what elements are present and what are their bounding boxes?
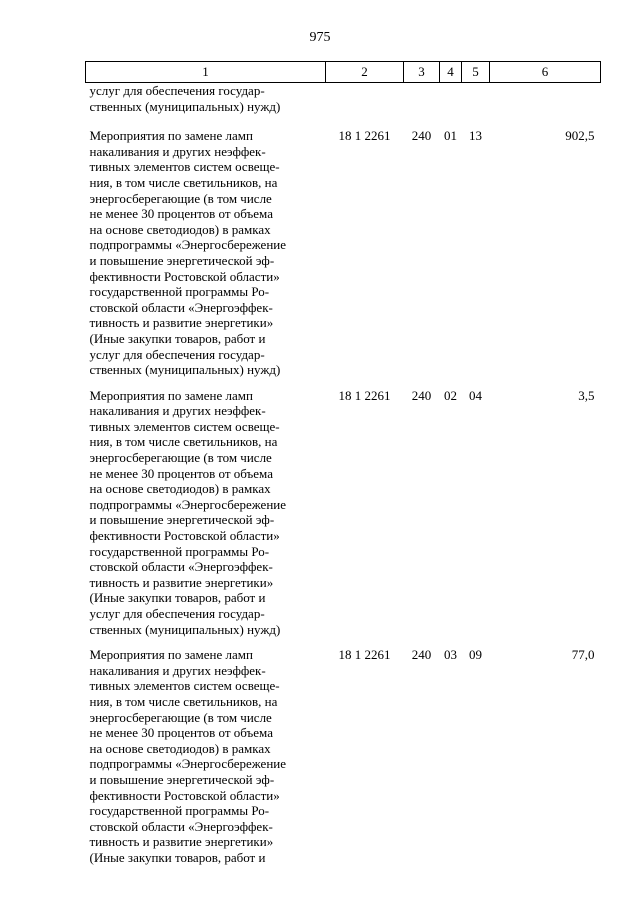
description-line: (Иные закупки товаров, работ и bbox=[89, 849, 266, 865]
target-code: 18 1 2261 bbox=[338, 128, 391, 144]
description-line: тивность и развитие энергетики» bbox=[89, 834, 274, 850]
expense-type: 240 bbox=[411, 387, 432, 403]
description-line: тивных элементов систем освеще- bbox=[89, 418, 280, 434]
description-line: ственных (муниципальных) нужд) bbox=[89, 362, 281, 378]
target-code: 18 1 2261 bbox=[338, 387, 391, 403]
description-line: и повышение энергетической эф- bbox=[89, 512, 275, 528]
description-line: фективности Ростовской области» bbox=[89, 787, 280, 803]
header-col-5: 5 bbox=[462, 62, 490, 83]
description-line: тивных элементов систем освеще- bbox=[89, 678, 280, 694]
description-line: стовской области «Энергоэффек- bbox=[89, 818, 273, 834]
row-description bbox=[86, 128, 326, 388]
description-line: стовской области «Энергоэффек- bbox=[89, 299, 273, 315]
description-line: ния, в том числе светильников, на bbox=[89, 174, 278, 190]
description-line: энергосберегающие (в том числе bbox=[89, 450, 272, 466]
description-line: подпрограммы «Энергосбережение bbox=[89, 756, 287, 772]
description-line: энергосберегающие (в том числе bbox=[89, 709, 272, 725]
section: 01 bbox=[444, 128, 457, 144]
subsection: 09 bbox=[469, 647, 482, 663]
section: 02 bbox=[444, 387, 457, 403]
description-line: Мероприятия по замене ламп bbox=[89, 128, 253, 144]
description-line: фективности Ростовской области» bbox=[89, 528, 280, 544]
description-line: (Иные закупки товаров, работ и bbox=[89, 590, 266, 606]
description-line: на основе светодиодов) в рамках bbox=[89, 740, 271, 756]
description-line: услуг для обеспечения государ- bbox=[89, 346, 265, 362]
description-line: подпрограммы «Энергосбережение bbox=[89, 496, 287, 512]
description-line: на основе светодиодов) в рамках bbox=[89, 481, 271, 497]
amount: 77,0 bbox=[571, 647, 595, 663]
description-line: не менее 30 процентов от объема bbox=[89, 206, 273, 222]
description-line: подпрограммы «Энергосбережение bbox=[89, 237, 287, 253]
description-line: накаливания и других неэффек- bbox=[89, 403, 266, 419]
table-row bbox=[86, 647, 601, 865]
header-col-4: 4 bbox=[440, 62, 462, 83]
page-number: 975 bbox=[309, 30, 331, 45]
description-line: стовской области «Энергоэффек- bbox=[89, 559, 273, 575]
description-line: (Иные закупки товаров, работ и bbox=[89, 330, 266, 346]
subsection: 13 bbox=[469, 128, 482, 144]
description-line: не менее 30 процентов от объема bbox=[89, 725, 273, 741]
amount: 902,5 bbox=[565, 128, 595, 144]
header-col-2: 2 bbox=[326, 62, 404, 83]
row-description bbox=[86, 647, 326, 865]
header-col-1: 1 bbox=[86, 62, 326, 83]
description-line: энергосберегающие (в том числе bbox=[89, 190, 272, 206]
description-line: Мероприятия по замене ламп bbox=[89, 647, 253, 663]
continuation-row bbox=[86, 83, 601, 129]
continuation-description bbox=[86, 83, 326, 129]
description-line: услуг для обеспечения государ- bbox=[89, 606, 265, 621]
description-line: на основе светодиодов) в рамках bbox=[89, 221, 271, 237]
description-line: тивность и развитие энергетики» bbox=[89, 574, 274, 590]
table-header bbox=[86, 62, 601, 83]
header-col-3: 3 bbox=[404, 62, 440, 83]
table-row bbox=[86, 388, 601, 648]
description-line: накаливания и других неэффек- bbox=[89, 143, 266, 159]
description-line: не менее 30 процентов от объема bbox=[89, 465, 273, 481]
table-body bbox=[86, 83, 601, 866]
description-line: тивность и развитие энергетики» bbox=[89, 315, 274, 331]
target-code: 18 1 2261 bbox=[338, 647, 391, 663]
row-description bbox=[86, 388, 326, 648]
amount: 3,5 bbox=[578, 387, 595, 403]
expense-type: 240 bbox=[411, 128, 432, 144]
section: 03 bbox=[444, 647, 457, 663]
budget-table bbox=[85, 61, 601, 866]
description-line: фективности Ростовской области» bbox=[89, 268, 280, 284]
description-line: ния, в том числе светильников, на bbox=[89, 434, 278, 450]
description-line: государственной программы Ро- bbox=[89, 543, 270, 559]
header-row bbox=[86, 62, 601, 83]
description-line: государственной программы Ро- bbox=[89, 284, 270, 300]
description-line: услуг для обеспечения государ- bbox=[89, 83, 265, 98]
description-line: ственных (муниципальных) нужд) bbox=[89, 98, 281, 114]
header-col-6: 6 bbox=[490, 62, 601, 83]
description-line: тивных элементов систем освеще- bbox=[89, 159, 280, 175]
description-line: ния, в том числе светильников, на bbox=[89, 693, 278, 709]
description-line: и повышение энергетической эф- bbox=[89, 771, 275, 787]
subsection: 04 bbox=[469, 387, 482, 403]
expense-type: 240 bbox=[411, 647, 432, 663]
description-line: и повышение энергетической эф- bbox=[89, 252, 275, 268]
description-line: государственной программы Ро- bbox=[89, 803, 270, 819]
description-line: накаливания и других неэффек- bbox=[89, 662, 266, 678]
table-row bbox=[86, 128, 601, 388]
description-line: ственных (муниципальных) нужд) bbox=[89, 621, 281, 637]
description-line: Мероприятия по замене ламп bbox=[89, 387, 253, 403]
